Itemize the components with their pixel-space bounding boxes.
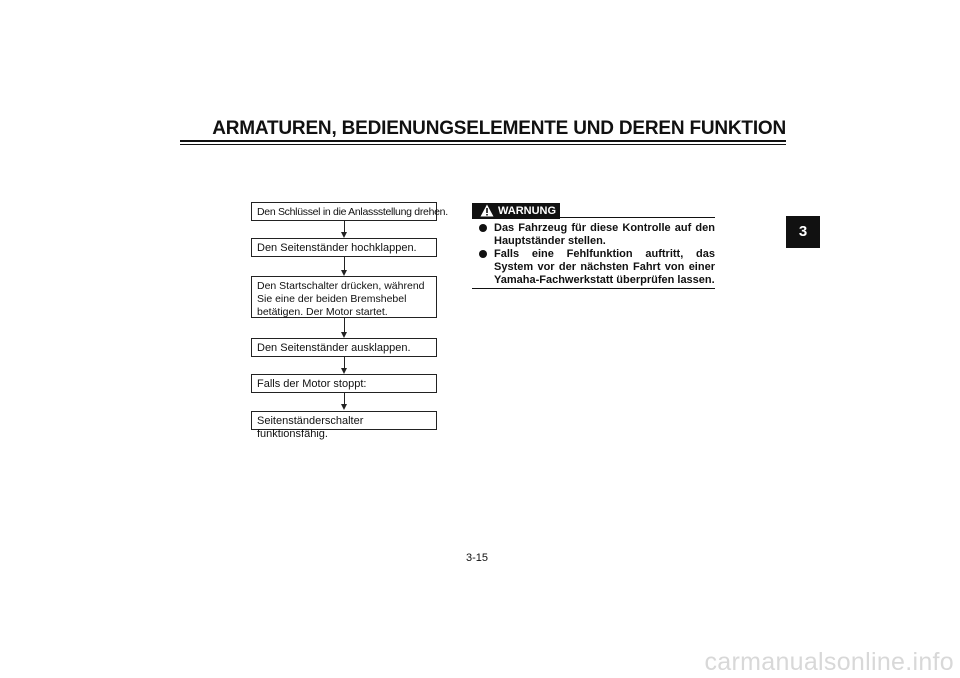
header-rule-thin — [180, 144, 786, 145]
flow-arrow — [341, 404, 347, 410]
warning-top-rule — [560, 217, 715, 218]
flow-step-4: Den Seitenständer ausklappen. — [251, 338, 437, 357]
flow-step-1: Den Schlüssel in die Anlassstellung drehen. — [251, 202, 437, 221]
flow-step-5: Falls der Motor stoppt: — [251, 374, 437, 393]
flow-step-6: Seitenständerschalter funktionsfähig. — [251, 411, 437, 430]
flow-step-2: Den Seitenständer hochklappen. — [251, 238, 437, 257]
watermark: carmanualsonline.info — [704, 648, 954, 676]
flow-connector — [344, 257, 345, 271]
page-title: ARMATUREN, BEDIENUNGSELEMENTE UND DEREN FUNKTION — [212, 118, 786, 139]
header-rule — [180, 140, 786, 142]
warning-header — [472, 203, 560, 219]
warning-item — [479, 222, 715, 248]
chapter-tab: 3 — [786, 216, 820, 248]
warning-bottom-rule — [472, 288, 715, 289]
warning-list — [479, 222, 715, 287]
warning-item — [479, 248, 715, 287]
flow-step-3: Den Startschalter drücken, während Sie eine der beiden Bremshebel betätigen. Der Motor startet. — [251, 276, 437, 318]
warning-label: WARNUNG — [498, 205, 557, 217]
warning-item-text: Das Fahrzeug für diese Kontrolle auf den Hauptständer stellen. — [494, 222, 715, 247]
warning-item-text: Falls eine Fehlfunktion auftritt, das System vor der nächsten Fahrt von einer Yamaha-Fachwerkstatt überprüfen lassen. — [494, 248, 715, 286]
flow-connector — [344, 318, 345, 333]
page-number: 3-15 — [466, 552, 489, 564]
warning-triangle-icon — [480, 204, 494, 217]
bullet-icon — [479, 224, 487, 232]
bullet-icon — [479, 250, 487, 258]
